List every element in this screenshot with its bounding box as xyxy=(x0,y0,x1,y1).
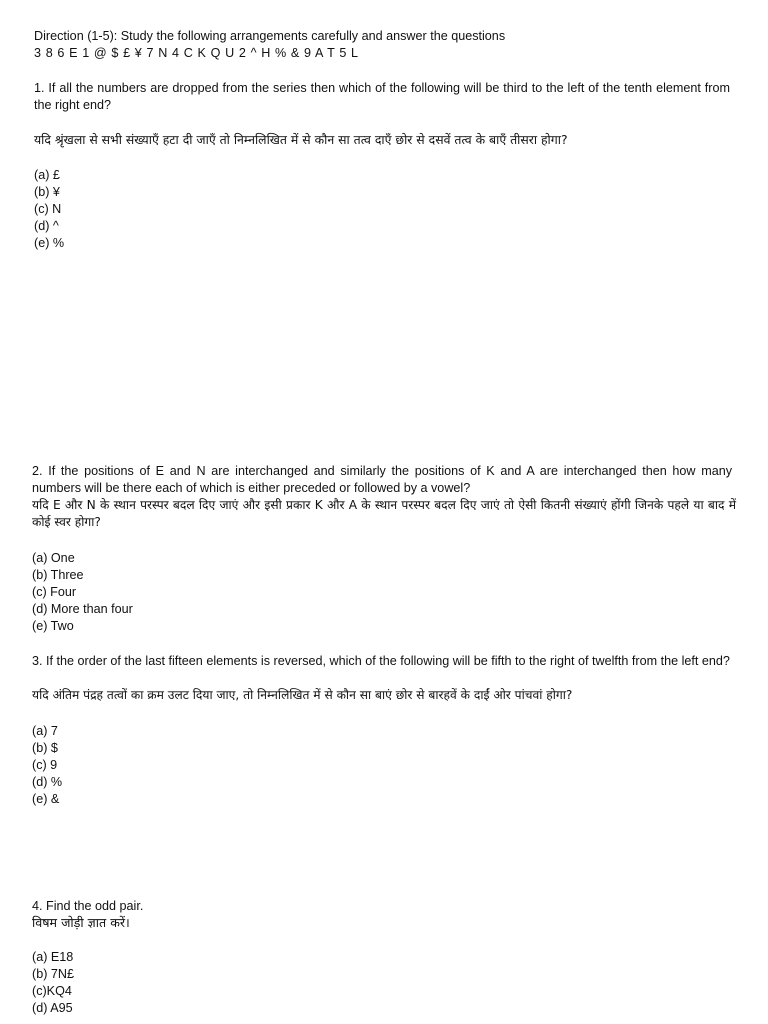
direction-heading: Direction (1-5): Study the following arrangements carefully and answer the questions xyxy=(34,29,506,43)
question-3-option-d: (d) % xyxy=(32,775,63,789)
question-3-option-c: (c) 9 xyxy=(32,758,58,772)
question-2-option-e: (e) Two xyxy=(32,619,74,633)
question-4-option-a: (a) E18 xyxy=(32,950,74,964)
question-4-option-b: (b) 7N£ xyxy=(32,967,74,981)
question-2-option-d: (d) More than four xyxy=(32,602,133,616)
question-1-option-c: (c) N xyxy=(34,202,62,216)
question-2-option-a: (a) One xyxy=(32,551,75,565)
question-2-english: 2. If the positions of E and N are interchanged and similarly the positions of K and A are interchanged then how many numbers will be there each of which is either preceded or followed by a vowel? xyxy=(32,464,732,495)
question-3-option-e: (e) & xyxy=(32,792,60,806)
question-3-hindi: यदि अंतिम पंद्रह तत्वों का क्रम उलट दिया जाए, तो निम्नलिखित में से कौन सा बाएं छोर से बारहवें के दाईं ओर पांचवां होगा? xyxy=(32,688,573,702)
question-4-option-c: (c)KQ4 xyxy=(32,984,72,998)
question-2-hindi: यदि E और N के स्थान परस्पर बदल दिए जाएं और इसी प्रकार K और A के स्थान परस्पर बदल दिए जाएं तो ऐसी कितनी संख्याएं होंगी जिनके पहले या बाद में कोई स्वर होगा? xyxy=(32,498,736,529)
question-1-option-e: (e) % xyxy=(34,236,65,250)
question-1-english: 1. If all the numbers are dropped from the series then which of the following will be third to the left of the tenth element from the right end? xyxy=(34,81,730,112)
question-1-option-b: (b) ¥ xyxy=(34,185,60,199)
question-3-option-b: (b) $ xyxy=(32,741,58,755)
question-2-option-b: (b) Three xyxy=(32,568,84,582)
question-4-hindi: विषम जोड़ी ज्ञात करें। xyxy=(32,915,130,930)
question-2-option-c: (c) Four xyxy=(32,585,77,599)
question-3-option-a: (a) 7 xyxy=(32,724,58,738)
question-1-option-d: (d) ^ xyxy=(34,219,59,233)
question-4-english: 4. Find the odd pair. xyxy=(32,899,144,913)
question-1-hindi: यदि श्रृंखला से सभी संख्याएँ हटा दी जाएँ तो निम्नलिखित में से कौन सा तत्व दाएँ छोर से दसवें तत्व के बाएँ तीसरा होगा? xyxy=(34,132,568,147)
direction-series: 3 8 6 E 1 @ $ £ ¥ 7 N 4 C K Q U 2 ^ H % & 9 A T 5 L xyxy=(34,46,359,60)
question-3-english: 3. If the order of the last fifteen elements is reversed, which of the following will be fifth to the right of twelfth from the left end? xyxy=(32,654,730,668)
question-4-option-d: (d) A95 xyxy=(32,1001,73,1015)
question-1-option-a: (a) £ xyxy=(34,168,60,182)
